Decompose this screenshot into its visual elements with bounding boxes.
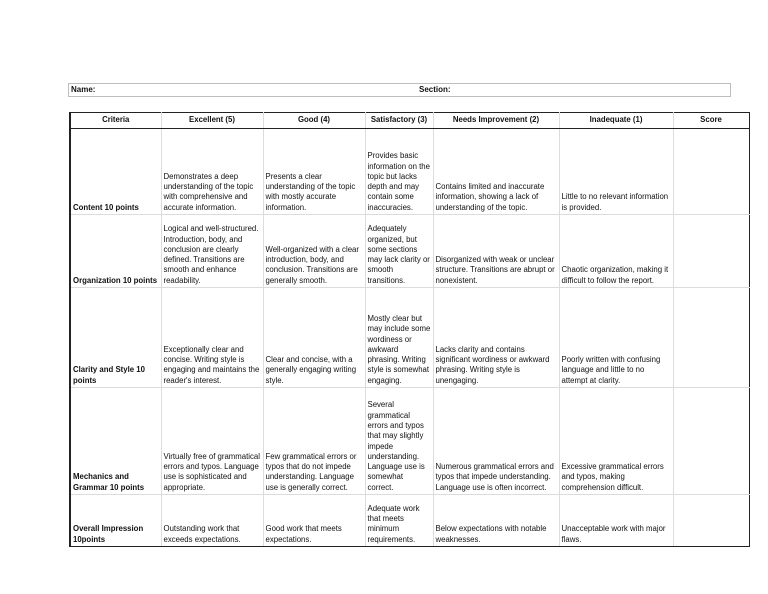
satisfactory-cell: Adequate work that meets minimum requirements. (365, 495, 433, 547)
column-header-needs-improvement: Needs Improvement (2) (433, 113, 559, 129)
good-cell: Few grammatical errors or typos that do not impede understanding. Language use is generally correct. (263, 388, 365, 495)
inadequate-cell: Unacceptable work with major flaws. (559, 495, 673, 547)
satisfactory-cell: Mostly clear but may include some wordiness or awkward phrasing. Writing style is somewhat engaging. (365, 288, 433, 388)
excellent-cell: Outstanding work that exceeds expectations. (161, 495, 263, 547)
criterion-cell: Overall Impression 10points (70, 495, 161, 547)
good-cell: Good work that meets expectations. (263, 495, 365, 547)
excellent-cell: Virtually free of grammatical errors and typos. Language use is sophisticated and appropriate. (161, 388, 263, 495)
section-label: Section: (419, 85, 451, 94)
needs-improvement-cell: Numerous grammatical errors and typos that impede understanding. Language use is often incorrect. (433, 388, 559, 495)
needs-improvement-cell: Lacks clarity and contains significant wordiness or awkward phrasing. Writing style is unengaging. (433, 288, 559, 388)
table-row (70, 388, 749, 495)
inadequate-cell: Chaotic organization, making it difficult to follow the report. (559, 215, 673, 288)
needs-improvement-cell: Below expectations with notable weaknesses. (433, 495, 559, 547)
criterion-cell: Content 10 points (70, 129, 161, 215)
column-header-satisfactory: Satisfactory (3) (365, 113, 433, 129)
excellent-cell: Exceptionally clear and concise. Writing style is engaging and maintains the reader's interest. (161, 288, 263, 388)
name-label: Name: (71, 85, 96, 94)
excellent-cell: Demonstrates a deep understanding of the topic with comprehensive and accurate information. (161, 129, 263, 215)
column-header-inadequate: Inadequate (1) (559, 113, 673, 129)
inadequate-cell: Little to no relevant information is provided. (559, 129, 673, 215)
name-section-bar (68, 83, 731, 97)
criterion-cell: Organization 10 points (70, 215, 161, 288)
satisfactory-cell: Provides basic information on the topic but lacks depth and may contain some inaccuracies. (365, 129, 433, 215)
column-header-good: Good (4) (263, 113, 365, 129)
satisfactory-cell: Several grammatical errors and typos that may slightly impede understanding. Language use is somewhat correct. (365, 388, 433, 495)
good-cell: Presents a clear understanding of the topic with mostly accurate information. (263, 129, 365, 215)
score-cell[interactable] (673, 288, 749, 388)
table-row (70, 129, 749, 215)
table-row (70, 215, 749, 288)
score-cell[interactable] (673, 129, 749, 215)
score-cell[interactable] (673, 495, 749, 547)
criterion-cell: Clarity and Style 10 points (70, 288, 161, 388)
inadequate-cell: Poorly written with confusing language and little to no attempt at clarity. (559, 288, 673, 388)
column-header-criteria: Criteria (70, 113, 161, 129)
criterion-cell: Mechanics and Grammar 10 points (70, 388, 161, 495)
score-cell[interactable] (673, 215, 749, 288)
rubric-table (69, 112, 750, 547)
excellent-cell: Logical and well-structured. Introduction, body, and conclusion are clearly defined. Transitions are smooth and enhance readability. (161, 215, 263, 288)
score-cell[interactable] (673, 388, 749, 495)
good-cell: Well-organized with a clear introduction, body, and conclusion. Transitions are generally smooth. (263, 215, 365, 288)
column-header-excellent: Excellent (5) (161, 113, 263, 129)
inadequate-cell: Excessive grammatical errors and typos, making comprehension difficult. (559, 388, 673, 495)
column-header-score: Score (673, 113, 749, 129)
needs-improvement-cell: Disorganized with weak or unclear structure. Transitions are abrupt or nonexistent. (433, 215, 559, 288)
satisfactory-cell: Adequately organized, but some sections may lack clarity or smooth transitions. (365, 215, 433, 288)
table-row (70, 495, 749, 547)
good-cell: Clear and concise, with a generally engaging writing style. (263, 288, 365, 388)
header-row (70, 113, 749, 129)
needs-improvement-cell: Contains limited and inaccurate information, showing a lack of understanding of the topic. (433, 129, 559, 215)
table-row (70, 288, 749, 388)
